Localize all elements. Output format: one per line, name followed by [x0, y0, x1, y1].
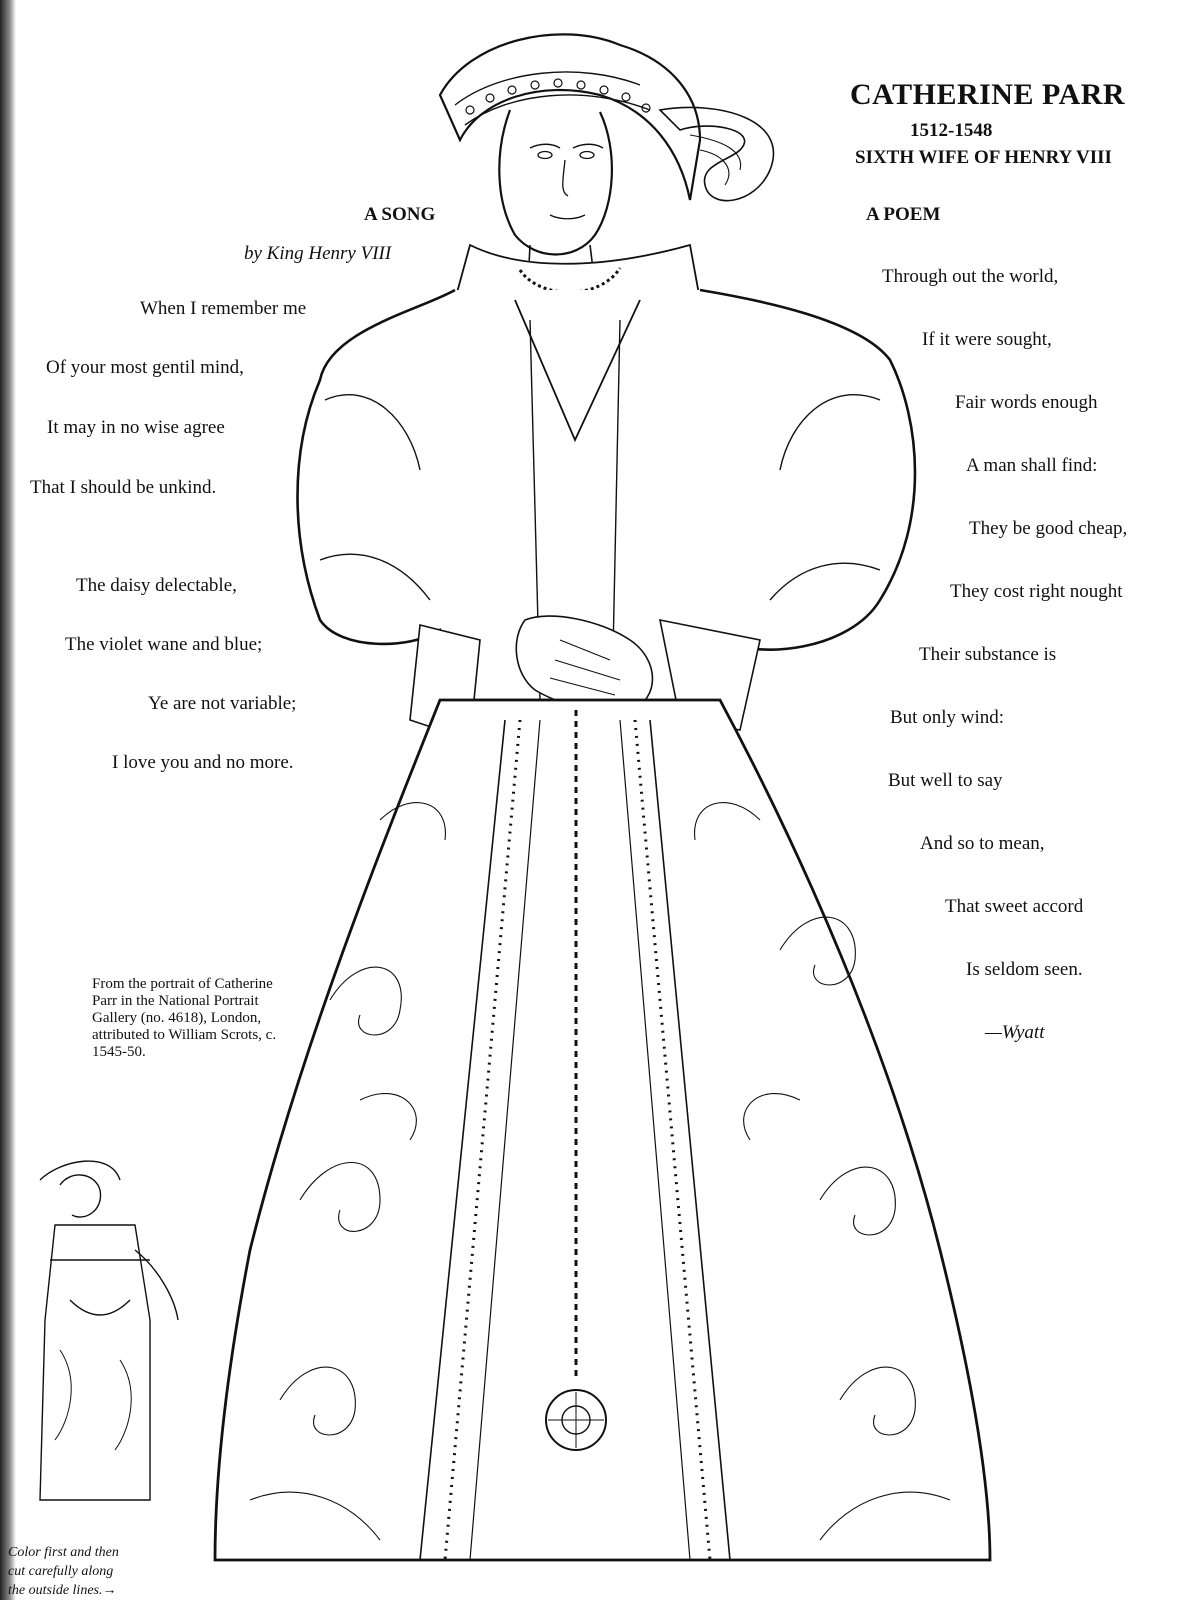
poem-line: But well to say	[888, 770, 1003, 791]
poem-line: They cost right nought	[950, 581, 1123, 602]
song-byline: by King Henry VIII	[244, 243, 392, 264]
caption-line: the outside lines.→	[8, 1583, 117, 1598]
poem-line: Is seldom seen.	[966, 959, 1083, 980]
face	[499, 110, 612, 255]
song-line: When I remember me	[140, 298, 307, 319]
poem-line: And so to mean,	[920, 833, 1045, 854]
poem-line: Their substance is	[919, 644, 1057, 665]
song-line: The daisy delectable,	[76, 575, 237, 596]
cutting-instructions	[8, 1543, 178, 1600]
caption-line: Color first and then	[8, 1545, 119, 1560]
poem-line: They be good cheap,	[969, 518, 1128, 539]
song-line: That I should be unkind.	[30, 477, 217, 498]
poem-line: Through out the world,	[882, 266, 1059, 287]
portrait-credit: From the portrait of Catherine Parr in the National Portrait Gallery (no. 4618), London, attributed to William Scrots, c. 1545-50.	[92, 976, 277, 1060]
life-dates: 1512-1548	[910, 120, 993, 141]
song-heading: A SONG	[364, 204, 436, 225]
poem-line: That sweet accord	[945, 896, 1084, 917]
song-line: I love you and no more.	[112, 752, 294, 773]
page-title: CATHERINE PARR	[850, 78, 1126, 111]
caption-line: cut carefully along	[8, 1564, 114, 1579]
page-subtitle: SIXTH WIFE OF HENRY VIII	[855, 147, 1112, 168]
song-line: It may in no wise agree	[47, 417, 225, 438]
poem-heading: A POEM	[866, 204, 941, 225]
small-figure-illustration	[40, 1161, 178, 1500]
poem-line: Fair words enough	[955, 392, 1098, 413]
poem-attribution: —Wyatt	[985, 1022, 1045, 1043]
song-line: Ye are not variable;	[148, 693, 297, 714]
poem-line: A man shall find:	[966, 455, 1098, 476]
poem-line: If it were sought,	[922, 329, 1052, 350]
song-line: The violet wane and blue;	[65, 634, 263, 655]
poem-line: But only wind:	[890, 707, 1005, 728]
song-line: Of your most gentil mind,	[46, 357, 244, 378]
